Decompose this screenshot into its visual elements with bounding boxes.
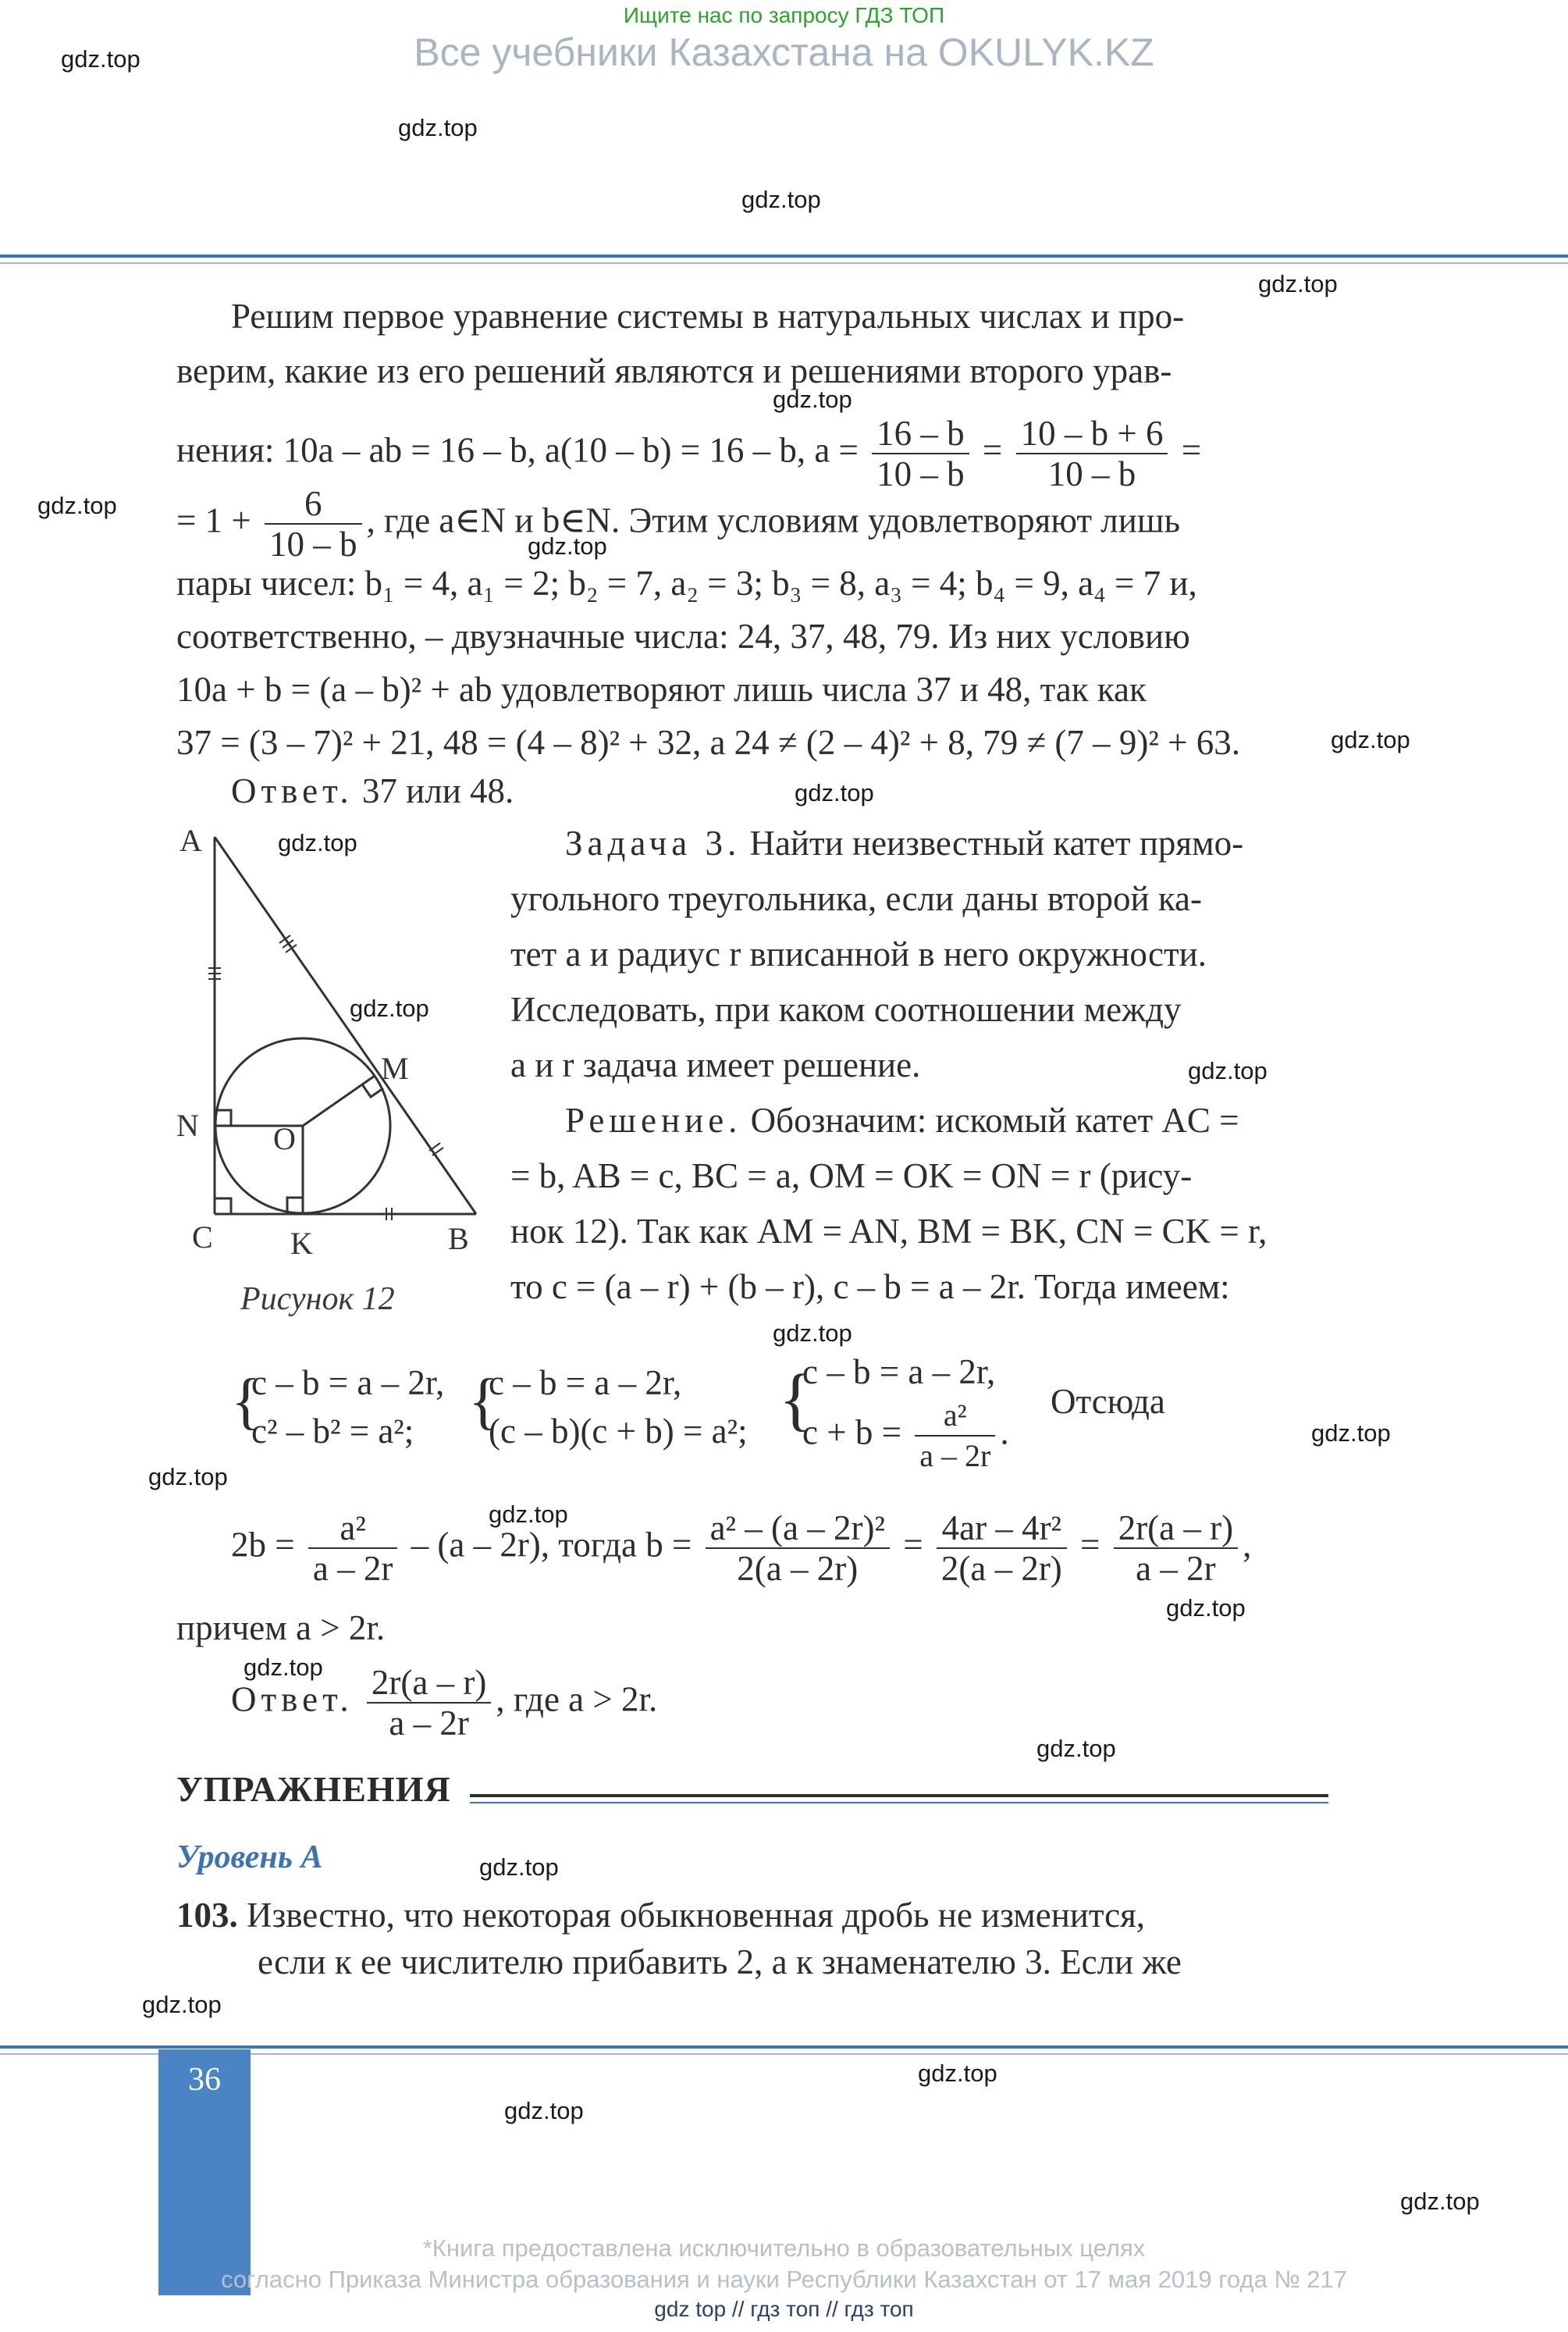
label-n: N <box>176 1108 199 1143</box>
answer-2: Ответ. $\frac{2r(a - r)}{a - 2r}$ , где a > 2r. <box>231 1663 658 1743</box>
watermark: gdz.top <box>1166 1594 1246 1622</box>
solution-line-5: пары чисел: b₁ = 4, a₁ = 2; b₂ = 7, a₂ = 3; b₃ = 8, a₃ = 4; b₄ = 9, a₄ = 7 и, <box>176 564 1197 603</box>
fraction-16-b: $\frac{16 - b}{10 - b}$ <box>872 414 969 493</box>
exercises-rule <box>470 1794 1328 1797</box>
answer-1: Ответ. 37 или 48. <box>231 771 514 810</box>
task3-line-1: Задача 3. Найти неизвестный катет прямо- <box>565 824 1244 863</box>
solution-line-4: = 1 + $\frac{6}{10 - b}$ , где a∈N и b∈N. Этим условиям удовлетворяют лишь <box>176 484 1180 564</box>
label-c: C <box>192 1219 213 1255</box>
watermark: gdz.top <box>148 1463 228 1490</box>
watermark: gdz.top <box>1311 1419 1391 1447</box>
label-b: B <box>448 1221 469 1256</box>
task3-line-4: Исследовать, при каком соотношении между <box>510 990 1182 1029</box>
right-angle-k <box>287 1198 303 1213</box>
watermark: gdz.top <box>142 1991 222 2018</box>
right-angle-n <box>215 1110 231 1126</box>
solution-line-7: 10a + b = (a – b)² + ab удовлетворяют лишь числа 37 и 48, так как <box>176 670 1147 709</box>
solution-line-3-text: нения: 10a – ab = 16 – b, a(10 – b) = 16 – b, a = <box>176 430 859 470</box>
system-3: c – b = a – 2r, c + b = $\frac{\text{a²}}{a - 2r}$ . <box>802 1352 1009 1473</box>
exercises-rule-blue <box>470 1802 1328 1803</box>
watermark: gdz.top <box>398 114 478 141</box>
watermark: gdz.top <box>741 186 821 213</box>
watermark: gdz.top <box>773 1319 852 1347</box>
solution-line-8: 37 = (3 – 7)² + 21, 48 = (4 – 8)² + 32, а 24 ≠ (2 – 4)² + 8, 79 ≠ (7 – 9)² + 63. <box>176 723 1240 762</box>
watermark: gdz.top <box>1036 1735 1116 1762</box>
solution-line-6: соответственно, – двузначные числа: 24, 37, 48, 79. Из них условию <box>176 617 1190 656</box>
watermark: gdz.top <box>37 492 117 519</box>
site-banner[interactable]: Все учебники Казахстана на OKULYK.KZ <box>414 30 1154 74</box>
label-m: M <box>381 1051 409 1086</box>
label-k: K <box>290 1226 313 1261</box>
watermark: gdz.top <box>244 1654 323 1681</box>
watermark: gdz.top <box>1400 2188 1480 2215</box>
label-o: O <box>273 1121 296 1156</box>
task3-line-2: угольного треугольника, если даны второй ка- <box>510 879 1202 918</box>
watermark: gdz.top <box>504 2097 584 2124</box>
watermark: gdz.top <box>795 779 874 806</box>
figure-12 <box>172 820 500 1273</box>
footer-links[interactable]: gdz top // гдз топ // гдз топ <box>654 2297 914 2321</box>
watermark: gdz.top <box>528 532 607 560</box>
watermark: gdz.top <box>1258 270 1338 297</box>
watermark: gdz.top <box>1331 726 1410 753</box>
brace-2: { <box>468 1367 499 1436</box>
watermark: gdz.top <box>350 995 429 1022</box>
hence-text: Отсюда <box>1051 1382 1165 1421</box>
watermark: gdz.top <box>278 829 357 856</box>
header-rule <box>0 255 1568 258</box>
figure-caption: Рисунок 12 <box>240 1281 395 1317</box>
side-ab <box>215 837 476 1214</box>
footer-notice-2: согласно Приказа Министра образования и науки Республики Казахстан от 17 мая 2019 года № 217 <box>221 2266 1347 2293</box>
watermark: gdz.top <box>773 386 852 413</box>
task3-solution-3: нок 12). Так как AM = AN, BM = BK, CN = CK = r, <box>510 1212 1268 1251</box>
task3-solution-2: = b, AB = c, BC = a, OM = OK = ON = r (рису- <box>510 1156 1193 1195</box>
exercises-title: УПРАЖНЕНИЯ <box>176 1769 451 1809</box>
brace-1: { <box>231 1367 261 1436</box>
exercise-103-line-2: если к ее числителю прибавить 2, а к знаменателю 3. Если же <box>258 1942 1182 1981</box>
brace-3: { <box>779 1361 813 1438</box>
fraction-6: $\frac{6}{10 - b}$ <box>265 484 362 564</box>
condition-line: причем a > 2r. <box>176 1608 386 1647</box>
watermark: gdz.top <box>1188 1057 1268 1084</box>
system-1: c – b = a – 2r, c² – b² = a²; <box>251 1363 445 1451</box>
label-a: A <box>180 823 202 858</box>
footer-rule <box>0 2045 1568 2049</box>
page-number: 36 <box>188 2062 221 2098</box>
task3-solution-4: то c = (a – r) + (b – r), c – b = a – 2r. Тогда имеем: <box>510 1267 1230 1306</box>
radius-om <box>303 1076 375 1126</box>
derivation-line: 2b = $\frac{\text{a²}}{a - 2r}$ – (a – 2r), тогда b = $\frac{\text{a² – (a – 2r)²}}{2(a - 2r)}$ = $\frac{\text{4ar – 4r²}}{2(a - 2r)}$ = $\frac{2r(a - r)}{a - 2r}$ , <box>231 1508 1252 1588</box>
watermark: gdz.top <box>61 45 140 73</box>
header-rule-thin <box>0 262 1568 264</box>
task3-line-3: тет a и радиус r вписанной в него окружности. <box>510 935 1207 974</box>
task3-solution-1: Решение. Обозначим: искомый катет AC = <box>565 1101 1239 1140</box>
footer-notice-1: *Книга предоставлена исключительно в образовательных целях <box>422 2234 1146 2262</box>
solution-line-2: верим, какие из его решений являются и решениями второго урав- <box>176 351 1172 390</box>
solution-line-3: нения: 10a – ab = 16 – b, a(10 – b) = 16 – b, a = $\frac{16 - b}{10 - b}$ = $\frac{10 - b + 6}{10 - b}$ = <box>176 414 1202 493</box>
watermark: gdz.top <box>489 1501 568 1528</box>
exercise-103-line-1: 103. Известно, что некоторая обыкновенная дробь не изменится, <box>176 1896 1146 1935</box>
watermark: gdz.top <box>918 2060 997 2087</box>
system-2: c – b = a – 2r, (c – b)(c + b) = a²; <box>489 1363 748 1451</box>
task3-line-5: a и r задача имеет решение. <box>510 1045 921 1084</box>
search-hint: Ищите нас по запросу ГДЗ ТОП <box>623 3 945 27</box>
level-a: Уровень А <box>176 1839 323 1875</box>
right-angle-c <box>215 1198 231 1214</box>
solution-line-1: Решим первое уравнение системы в натуральных числах и про- <box>231 297 1185 336</box>
watermark: gdz.top <box>479 1853 559 1881</box>
fraction-10-b-6: $\frac{10 - b + 6}{10 - b}$ <box>1016 414 1168 493</box>
